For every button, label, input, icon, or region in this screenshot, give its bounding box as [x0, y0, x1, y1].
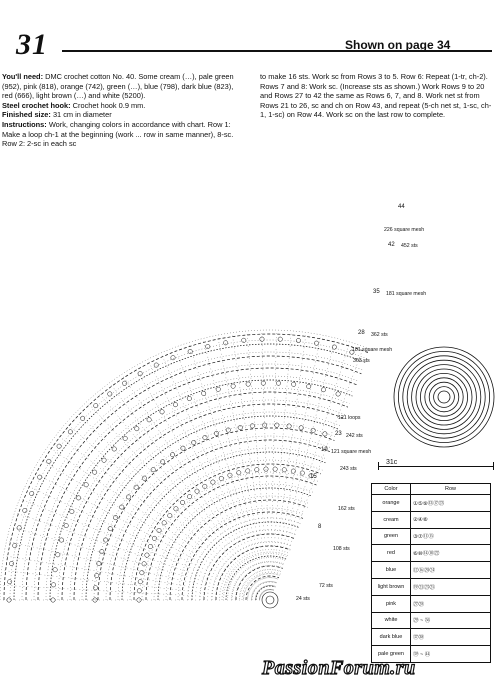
sts-108-label: 108 sts: [333, 546, 350, 552]
doily-ring: [398, 351, 489, 442]
stitch-line: [218, 337, 268, 590]
stitch-line: [28, 486, 261, 596]
scallop-mark: [250, 424, 254, 428]
stitch-line: [50, 448, 262, 595]
loops-121-label: 121 loops: [338, 415, 361, 421]
finished-doily-rings: [392, 345, 496, 449]
center-ring: [262, 592, 278, 608]
chart-row-arc: [178, 508, 304, 600]
scallop-mark: [206, 344, 210, 348]
sts-243-label: 243 sts: [340, 466, 357, 472]
scallop-mark: [228, 473, 232, 477]
scallop-mark: [323, 432, 327, 436]
chart-row-arc: [130, 460, 322, 600]
scallop-mark: [103, 538, 107, 542]
chart-row-arc: [98, 428, 334, 600]
size-paragraph: [2, 110, 242, 120]
mesh-226-label: 226 square mesh: [384, 227, 425, 233]
scallop-mark: [100, 549, 104, 553]
mesh-121-label: 121 square mesh: [331, 449, 372, 455]
chart-row-arc: [38, 368, 357, 600]
stitch-line: [270, 332, 276, 590]
size-label: Finished size:: [2, 110, 51, 120]
doily-ring: [434, 387, 455, 408]
scallop-mark: [311, 428, 315, 432]
pattern-number: 31: [16, 28, 48, 61]
scallop-mark: [287, 424, 291, 428]
doily-ring: [412, 365, 477, 430]
scallop-mark: [151, 467, 155, 471]
site-watermark: PassionForum.ru: [262, 657, 416, 679]
stitch-line: [99, 393, 263, 592]
scallop-mark: [276, 381, 280, 385]
scallop-mark: [300, 471, 304, 475]
stitch-line: [78, 413, 263, 593]
scallop-mark: [70, 509, 74, 513]
scallop-mark: [59, 538, 63, 542]
scallop-mark: [201, 391, 205, 395]
scallop-mark: [13, 543, 17, 547]
chart-row-arc: [236, 566, 283, 600]
legend-color: dark blue: [372, 629, 411, 646]
scallop-mark: [332, 345, 336, 349]
scallop-mark: [152, 536, 156, 540]
chart-row-arc: [0, 330, 371, 600]
scallop-mark: [246, 469, 250, 473]
scallop-mark: [147, 418, 151, 422]
legend-color: white: [372, 612, 411, 629]
scallop-mark: [76, 496, 80, 500]
stitch-line: [68, 424, 263, 593]
scallop-mark: [38, 475, 42, 479]
color-legend-table: [371, 483, 491, 663]
scallop-mark: [238, 425, 242, 429]
stitch-line: [271, 334, 306, 590]
stitch-line: [262, 332, 270, 590]
stitch-line: [58, 436, 262, 594]
legend-row: [372, 545, 491, 562]
scallop-mark: [188, 349, 192, 353]
stitch-line: [2, 585, 260, 599]
sts-72-label: 72 sts: [319, 583, 333, 589]
shown-on-page: Shown on page 34: [345, 38, 451, 52]
legend-rows: ②④⑧: [411, 511, 491, 528]
doily-ring: [394, 347, 494, 447]
chart-row-arc: [110, 440, 330, 600]
scallop-mark: [97, 561, 101, 565]
width-tick-right: [493, 462, 494, 470]
stitch-line: [232, 335, 268, 590]
legend-rows: ㊲㊳: [411, 629, 491, 646]
size-text: 31 cm in diameter: [52, 110, 112, 120]
chart-row-arc: [46, 376, 354, 600]
scallop-mark: [314, 341, 318, 345]
scallop-mark: [64, 523, 68, 527]
chart-row-arc: [204, 534, 295, 600]
scallop-mark: [223, 341, 227, 345]
legend-color: red: [372, 545, 411, 562]
mesh-181b-label: 181 square mesh: [352, 347, 393, 353]
materials-label: You'll need:: [2, 72, 44, 81]
legend-row: [372, 528, 491, 545]
stitch-line: [22, 499, 261, 596]
scallop-mark: [171, 355, 175, 359]
scallop-mark: [160, 460, 164, 464]
stitch-line: [273, 344, 349, 591]
row-35-marker: 35: [373, 289, 380, 295]
scallop-mark: [120, 505, 124, 509]
row-19-marker: 19: [321, 447, 328, 453]
scallop-mark: [142, 562, 146, 566]
scallop-mark: [255, 467, 259, 471]
chart-row-arc: [134, 464, 321, 600]
doily-ring: [407, 360, 481, 434]
scallop-mark: [275, 423, 279, 427]
chart-row-arc: [170, 500, 307, 600]
scallop-mark: [242, 338, 246, 342]
scallop-mark: [246, 382, 250, 386]
scallop-mark: [138, 371, 142, 375]
scallop-mark: [135, 426, 139, 430]
scallop-mark: [168, 513, 172, 517]
scallop-mark: [53, 568, 57, 572]
doily-ring: [403, 356, 485, 438]
scallop-mark: [9, 561, 13, 565]
scallop-mark: [7, 580, 11, 584]
stitch-line: [123, 376, 265, 592]
stitch-line: [175, 349, 266, 590]
chart-row-arc: [192, 522, 299, 600]
scallop-mark: [336, 392, 340, 396]
scallop-mark: [122, 381, 126, 385]
hook-paragraph: [2, 101, 242, 111]
legend-rows: ⑥⑩⑭⑱㉒: [411, 545, 491, 562]
materials-text: DMC crochet cotton No. 40. Some cream (…), pale green (952), pink (818), orange (742), green (…), blue (798), dark blue (823), red (666), light brown (…) and white (5200).: [2, 72, 234, 101]
doily-ring: [416, 369, 472, 425]
materials-paragraph: [2, 72, 242, 101]
scallop-mark: [181, 446, 185, 450]
sts-363-label: 363 sts: [353, 358, 370, 364]
legend-color: pink: [372, 595, 411, 612]
sts-242-label: 242 sts: [346, 433, 363, 439]
legend-row: [372, 511, 491, 528]
width-label: 31c: [386, 459, 398, 466]
scallop-mark: [291, 382, 295, 386]
legend-rows: ㉗㉘: [411, 595, 491, 612]
stitch-line: [34, 473, 261, 596]
legend-row: [372, 629, 491, 646]
scallop-mark: [145, 553, 149, 557]
scallop-mark: [306, 384, 310, 388]
scallop-mark: [226, 428, 230, 432]
scallop-mark: [237, 471, 241, 475]
doily-ring: [438, 391, 450, 403]
scallop-mark: [102, 458, 106, 462]
legend-row: [372, 562, 491, 579]
scallop-mark: [93, 586, 97, 590]
instructions-right-column: [260, 72, 492, 120]
stitch-line: [135, 368, 264, 591]
sts-24-label: 24 sts: [296, 596, 310, 602]
scallop-mark: [282, 468, 286, 472]
scallop-mark: [17, 526, 21, 530]
chart-row-arc: [182, 512, 303, 600]
scallop-mark: [140, 570, 144, 574]
stitch-line: [148, 361, 265, 591]
chart-row-arc: [212, 542, 292, 600]
chart-row-arc: [166, 496, 309, 600]
scallop-mark: [296, 338, 300, 342]
scallop-mark: [231, 384, 235, 388]
chart-row-arc: [62, 392, 348, 600]
scallop-mark: [56, 553, 60, 557]
stitch-line: [203, 340, 267, 590]
instructions-continued: to make 16 sts. Work sc from Rows 3 to 5. Row 6: Repeat (1-tr, ch-2). Rows 7 and 8: Work sc. (Increase sts as shown.) Work Rows 9 to 20 and Rows 27 to 42 the same as Rows 6, 7, and 8. Work net st from Rows 21 to 26, sc and ch on Row 43, and repeat (5-ch net st, 1-sc, ch-1, 1-sc) on Row 44. Work sc on the last row to complete.: [260, 72, 492, 120]
scallop-mark: [180, 500, 184, 504]
scallop-mark: [148, 544, 152, 548]
stitch-line: [272, 340, 334, 590]
scallop-mark: [154, 363, 158, 367]
scallop-mark: [203, 435, 207, 439]
chart-row-arc: [232, 562, 284, 600]
legend-row: [372, 578, 491, 595]
scallop-mark: [219, 476, 223, 480]
legend-rows: ①⑤⑨⑬⑰㉓: [411, 495, 491, 512]
instructions-left-column: [2, 72, 242, 149]
legend-row: [372, 595, 491, 612]
sts-452-label: 452 sts: [401, 243, 418, 249]
legend-color: light brown: [372, 578, 411, 595]
scallop-mark: [138, 580, 142, 584]
legend-rows: ⑲㉑㉓㉕: [411, 578, 491, 595]
scallop-mark: [84, 483, 88, 487]
legend-rows: ⑫⑯⑳㉔: [411, 562, 491, 579]
hook-text: Crochet hook 0.9 mm.: [72, 100, 146, 110]
stitch-line: [16, 513, 260, 597]
row-42-marker: 42: [388, 242, 395, 248]
legend-color: cream: [372, 511, 411, 528]
stitch-line: [272, 337, 321, 590]
scallop-mark: [51, 583, 55, 587]
sts-362-label: 362 sts: [371, 332, 388, 338]
legend-row: [372, 495, 491, 512]
scallop-mark: [23, 508, 27, 512]
stitch-line: [271, 333, 291, 590]
legend-rows: ③⑦⑪⑮: [411, 528, 491, 545]
scallop-mark: [211, 480, 215, 484]
scallop-mark: [216, 387, 220, 391]
sts-162-label: 162 sts: [338, 506, 355, 512]
scallop-mark: [187, 494, 191, 498]
legend-header-row: [372, 484, 491, 495]
stitch-line: [6, 556, 260, 598]
chart-stitch-lines: [2, 332, 363, 600]
legend-rows: ㊴ ~ ㊹: [411, 646, 491, 663]
instructions-paragraph: [2, 120, 242, 149]
scallop-mark: [123, 436, 127, 440]
chart-row-arc: [70, 400, 345, 600]
doily-ring: [425, 378, 463, 416]
scallop-mark: [92, 470, 96, 474]
row-15-marker: 15: [310, 474, 317, 480]
scallop-mark: [214, 431, 218, 435]
scallop-mark: [299, 426, 303, 430]
scallop-mark: [126, 495, 130, 499]
scallop-mark: [162, 521, 166, 525]
scallop-mark: [160, 410, 164, 414]
instructions-text: Work, changing colors in accordance with chart. Row 1: Make a loop ch-1 at the beginning (work ... row in same manner), 8-sc. Row 2: 2-sc in each sc: [2, 119, 234, 149]
doily-ring: [420, 373, 467, 420]
chart-row-arc: [226, 556, 286, 600]
scallop-mark: [273, 467, 277, 471]
chart-row-arc: [82, 412, 340, 600]
row-28-marker: 28: [358, 330, 365, 336]
chart-row-arc: [4, 334, 370, 600]
legend-color-header: Color: [372, 484, 411, 495]
scallop-mark: [321, 388, 325, 392]
chart-row-arc: [154, 484, 313, 600]
center-ring: [266, 596, 274, 604]
scallop-mark: [134, 485, 138, 489]
row-8-marker: 8: [318, 524, 322, 530]
hook-label: Steel crochet hook:: [2, 100, 71, 110]
instructions-label: Instructions:: [2, 119, 47, 129]
legend-row: [372, 612, 491, 629]
legend-rows: ㉙ ~ ㊱: [411, 612, 491, 629]
row-23-marker: 23: [335, 431, 342, 437]
scallop-mark: [113, 515, 117, 519]
row-44-marker: 44: [398, 204, 405, 210]
scallop-mark: [262, 423, 266, 427]
chart-row-arc: [222, 552, 288, 600]
mesh-181a-label: 181 square mesh: [386, 291, 427, 297]
width-dimension-line: [378, 466, 494, 467]
scallop-mark: [291, 469, 295, 473]
scallop-mark: [95, 573, 99, 577]
stitch-line: [189, 344, 267, 590]
legend-color: blue: [372, 562, 411, 579]
scallop-mark: [203, 484, 207, 488]
stitch-line: [42, 460, 262, 595]
legend-color: green: [372, 528, 411, 545]
stitch-line: [111, 384, 264, 592]
legend-color: orange: [372, 495, 411, 512]
scallop-mark: [137, 589, 141, 593]
scallop-mark: [192, 440, 196, 444]
chart-row-arc: [246, 576, 279, 600]
stitch-line: [4, 571, 260, 599]
chart-row-arc: [94, 424, 336, 600]
chart-row-arc: [106, 436, 331, 600]
legend-color: pale green: [372, 646, 411, 663]
scallop-mark: [264, 467, 268, 471]
legend-row-header: Row: [411, 484, 491, 495]
stitch-line: [162, 355, 266, 591]
scallop-mark: [187, 396, 191, 400]
scallop-mark: [278, 337, 282, 341]
chart-rows: [0, 330, 371, 608]
scallop-mark: [108, 526, 112, 530]
scallop-mark: [173, 402, 177, 406]
scallop-mark: [29, 491, 33, 495]
